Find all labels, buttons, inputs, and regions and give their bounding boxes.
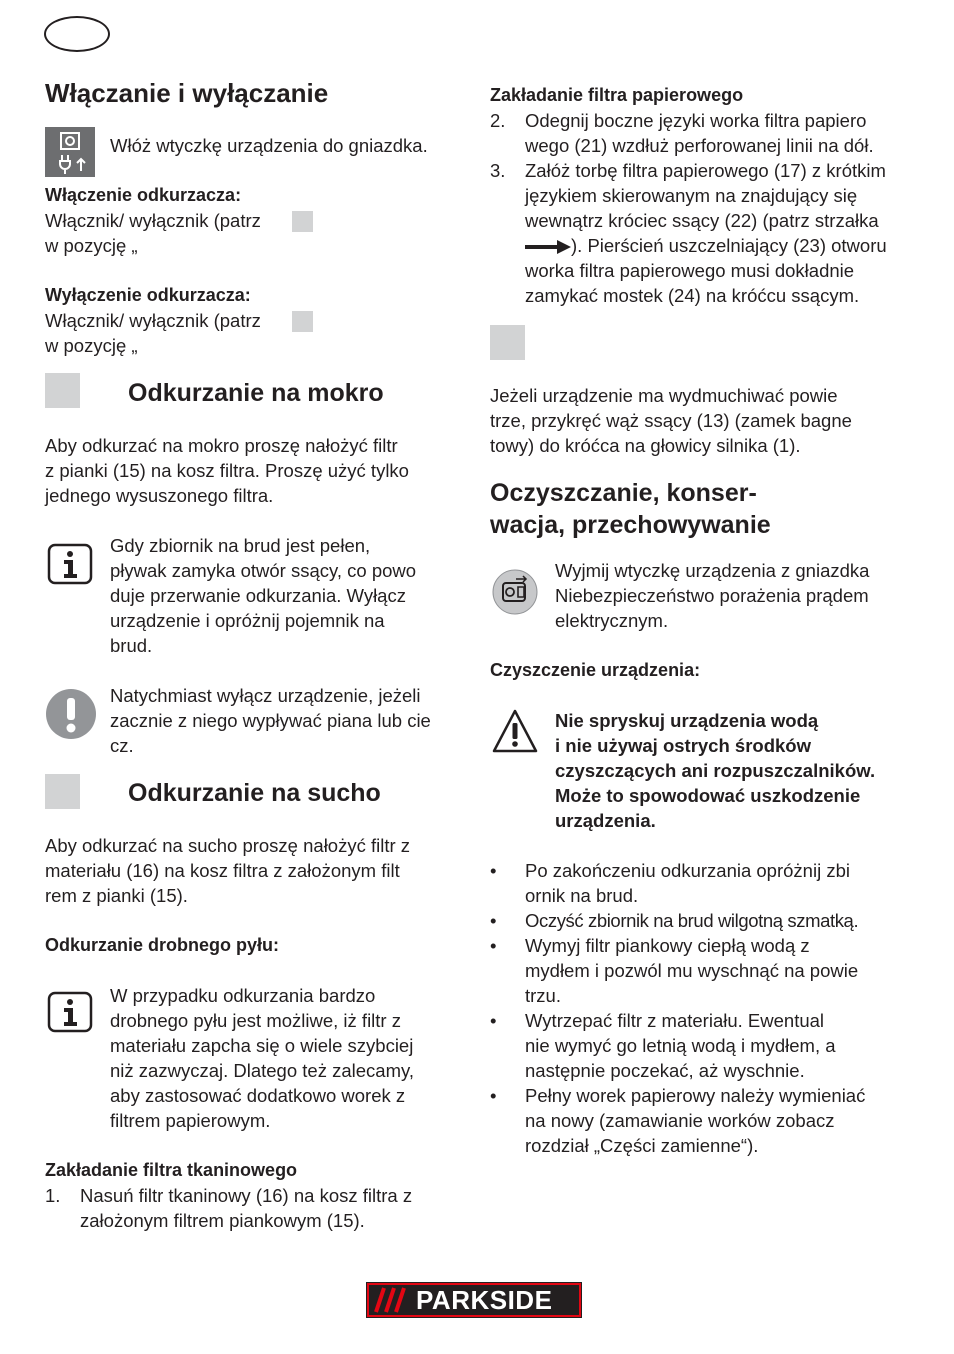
info-icon — [47, 991, 93, 1039]
warning-triangle-icon — [491, 708, 539, 760]
figure-placeholder — [490, 325, 525, 360]
switch-off-line2: w pozycję „ — [45, 335, 138, 356]
unplug-note: Wyjmij wtyczkę urządzenia z gniazdka Niebezpieczeństwo porażenia prądem elektrycznym. — [555, 560, 870, 631]
switch-off-title: Wyłączenie odkurzacza: — [45, 285, 251, 305]
figure-placeholder — [45, 373, 80, 408]
switch-on-line1: Włącznik/ wyłącznik (patrz — [45, 210, 261, 231]
clean-device-title: Czyszczenie urządzenia: — [490, 660, 701, 680]
arrow-right-icon — [525, 240, 571, 254]
switch-on-line2: w pozycję „ — [45, 235, 138, 256]
figure-ref-box — [292, 211, 313, 232]
unplug-icon — [492, 569, 538, 621]
dry-paragraph: Aby odkurzać na sucho proszę nałożyć filtr z materiału (16) na kosz filtra z założonym filt rem z pianki (15). — [45, 835, 411, 906]
heading-cleaning: Oczyszczanie, konser- wacja, przechowywanie — [490, 479, 771, 539]
language-badge — [44, 16, 110, 52]
plug-icon — [45, 127, 95, 177]
fine-dust-title: Odkurzanie drobnego pyłu: — [45, 935, 280, 955]
switch-on-title: Włączenie odkurzacza: — [45, 185, 242, 205]
cloth-filter-title: Zakładanie filtra tkaninowego — [45, 1160, 298, 1180]
brand-name: PARKSIDE — [416, 1285, 553, 1315]
warning-foam-note: Natychmiast wyłącz urządzenie, jeżeli zacznie z niego wypływać piana lub cie cz. — [110, 685, 431, 756]
exclamation-icon — [46, 689, 96, 745]
paper-filter-title: Zakładanie filtra papierowego — [490, 85, 744, 105]
figure-ref-box — [292, 311, 313, 332]
heading-on-off: Włączanie i wyłączanie — [45, 78, 329, 108]
switch-off-line1: Włącznik/ wyłącznik (patrz — [45, 310, 261, 331]
blow-paragraph: Jeżeli urządzenie ma wydmuchiwać powie trze, przykręć wąż ssący (13) (zamek bagne towy) do króćca na głowicy silnika (1). — [490, 385, 852, 456]
parkside-logo — [366, 1282, 582, 1318]
info-note-fine-dust: W przypadku odkurzania bardzo drobnego pyłu jest możliwe, iż filtr z materiału zapcha się o wiele szybciej niż zazwyczaj. Dlatego też zalecamy, aby zastosować dodatkowo worek z filtrem papierowym. — [110, 985, 414, 1131]
wet-paragraph: Aby odkurzać na mokro proszę nałożyć filtr z pianki (15) na kosz filtra. Proszę użyć tylko jednego wysuszonego filtra. — [45, 435, 409, 506]
plug-instruction: Włóż wtyczkę urządzenia do gniazdka. — [110, 135, 428, 156]
info-icon — [47, 543, 93, 591]
figure-placeholder — [45, 774, 80, 809]
heading-wet: Odkurzanie na mokro — [128, 379, 384, 407]
info-note-full-tank: Gdy zbiornik na brud jest pełen, pływak zamyka otwór ssący, co powo duje przerwanie odkurzania. Wyłącz urządzenie i opróżnij pojemnik na brud. — [110, 535, 417, 656]
caution-text: Nie spryskuj urządzenia wodą i nie używaj ostrych środków czyszczących ani rozpuszczalników. Może to spowodować uszkodzenie urządzenia. — [555, 710, 876, 831]
heading-dry: Odkurzanie na sucho — [128, 779, 381, 807]
